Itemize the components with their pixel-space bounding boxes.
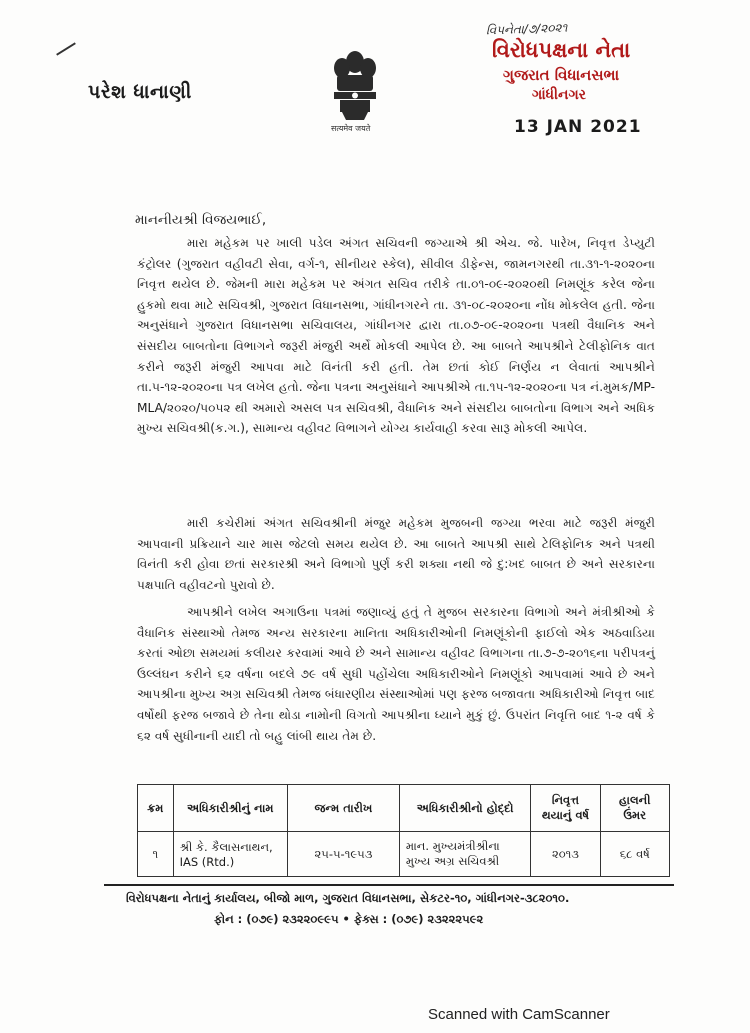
- salutation: માનનીયશ્રી વિજયભાઈ,: [135, 212, 267, 228]
- leader-name: પરેશ ધાનાણી: [88, 81, 192, 103]
- scanner-watermark: Scanned with CamScanner: [428, 1006, 610, 1023]
- letterhead-title: વિરોધપક્ષના નેતા: [492, 38, 631, 62]
- date-stamp: 13 JAN 2021: [514, 117, 642, 137]
- letterhead-city: ગાંધીનગર: [532, 87, 586, 103]
- reference-number: વિપનેતા/૭/૨૦૨૧: [485, 20, 568, 38]
- footer-divider: [104, 884, 674, 886]
- state-emblem-icon: [320, 42, 390, 134]
- footer-address: વિરોધપક્ષના નેતાનું કાર્યાલય, બીજો માળ, ગુજરાત વિધાનસભા, સેકટર-૧૦, ગાંધીનગર-૩૮૨૦૧૦.: [126, 891, 570, 905]
- paragraph-1: મારા મહેકમ પર ખાલી પડેલ અંગત સચિવની જગ્યાએ શ્રી એચ. જે. પારેખ, નિવૃત્ત ડેપ્યુટી કંટ્રોલર (ગુજરાત વહીવટી સેવા, વર્ગ-૧, સીનીયર સ્કેલ), સીવીલ ડીફેન્સ, જામનગરથી તા.૩૧-૧-૨૦૨૦ના નિવૃત્ત થયેલ છે. જેમની મારા મહેકમ પર અંગત સચિવ તરીકે તા.૦૧-૦૯-૨૦૨૦થી નિમણૂંક કરેલ જેના હુકમો થવા માટે સચિવશ્રી, ગુજરાત વિધાનસભા, ગાંધીનગરને તા. ૩૧-૦૮-૨૦૨૦ના નોંધ મોકલેલ હતી. જેના અનુસંધાને ગુજરાત વિધાનસભા સચિવાલય, ગાંધીનગર દ્વારા તા.૦૭-૦૯-૨૦૨૦ના પત્રથી વૈધાનિક અને સંસદીય બાબતોના વિભાગને જરૂરી મંજુરી અર્થે મોકલી આપેલ છે. આ બાબતે આપશ્રીને ટેલીફોનિક વાત કરીને જરૂરી મંજુરી આપવા માટે વિનંતી કરી હતી. તેમ છતાં કોઈ નિર્ણય ન લેવાતાં આપશ્રીને તા.૫-૧૨-૨૦૨૦ના પત્ર લખેલ હતો. જેના પત્રના અનુસંધાને આપશ્રીએ તા.૧૫-૧૨-૨૦૨૦ના પત્ર નં.મુમક/MP-MLA/૨૦૨૦/૫૦૫૨ થી અમારો અસલ પત્ર સચિવશ્રી, વૈધાનિક અને સંસદીય બાબતોના વિભાગ અને અધિક મુખ્ય સચિવશ્રી(ક.ગ.), સામાન્ય વહીવટ વિભાગને યોગ્ય કાર્યવાહી કરવા સારૂ મોકલી આપેલ.: [137, 236, 655, 436]
- footer-contact: ફોન : (૦૭૯) ૨૩૨૨૦૯૯૫ • ફેક્સ : (૦૭૯) ૨૩૨૨૨૫૯૨: [214, 912, 484, 926]
- header-designation: અધિકારીશ્રીનો હોદ્દો: [399, 785, 531, 832]
- cell-dob: ૨૫-૫-૧૯૫૩: [288, 832, 400, 877]
- letterhead-subtitle: ગુજરાત વિધાનસભા: [503, 66, 620, 84]
- paragraph-2: મારી કચેરીમાં અંગત સચિવશ્રીની મંજુર મહેકમ મુજબની જગ્યા ભરવા માટે જરૂરી મંજુરી આપવાની પ્રક્રિયાને ચાર માસ જેટલો સમય થયેલ છે. આ બાબતે આપશ્રી સાથે ટેલિફોનિક અને પત્રથી વિનંતી કરી હોવા છતાં સરકારશ્રી અને વિભાગો પુર્ણ કરી શક્યા નથી જે દુ:ખદ બાબત છે અને સરકારના પક્ષપાતિ વહીવટનો પુરાવો છે.: [137, 516, 655, 592]
- cell-designation: માન. મુખ્યમંત્રીશ્રીના મુખ્ય અગ્ર સચિવશ્રી: [399, 832, 531, 877]
- pen-mark: [56, 42, 76, 55]
- header-name: અધિકારીશ્રીનું નામ: [173, 785, 287, 832]
- cell-current-age: ૬૮ વર્ષ: [600, 832, 670, 877]
- officers-table: [137, 784, 670, 877]
- table-header-row: [138, 785, 670, 832]
- header-sr: ક્રમ: [138, 785, 174, 832]
- header-retired-year: નિવૃત્ત થયાનું વર્ષ: [531, 785, 600, 832]
- cell-name: શ્રી કે. કૈલાસનાથન, IAS (Rtd.): [173, 832, 287, 877]
- paragraph-3: આપશ્રીને લખેલ અગાઉના પત્રમાં જણાવ્યું હતું તે મુજબ સરકારના વિભાગો અને મંત્રીશ્રીઓ કે વૈધાનિક સંસ્થાઓ તેમજ અન્ય સરકારના માનિતા અધિકારીઓની નિમણૂંકોની ફાઈલો એક અઠવાડિયા કરતાં ઓછા સમયમાં કલીયર કરવામાં આવે છે અને સામાન્ય વહીવટ વિભાગના તા.૭-૭-૨૦૧૬ના પરીપત્રનું ઉલ્લંઘન કરીને ૬૨ વર્ષના બદલે ૭૯ વર્ષ સુધી પહોંચેલા અધિકારીઓને નિમણૂંકો આપવામાં આવે છે અને આપશ્રીના મુખ્ય અગ્ર સચિવશ્રી તેમજ બંધારણીય સંસ્થાઓમાં પણ ફરજ બજાવતા અધિકારીઓ નિવૃત્ત બાદ વર્ષોથી ફરજ બજાવે છે તેના થોડા નામોની વિગતો આપશ્રીના ધ્યાને મુકું છું. ઉપરાંત નિવૃત્તિ બાદ ૧-૨ વર્ષ કે ૬૨ વર્ષ સુધીનાની યાદી તો બહુ લાંબી થાય તેમ છે.: [137, 605, 655, 743]
- header-current-age: હાલની ઉંમર: [600, 785, 670, 832]
- emblem-motto: सत्यमेव जयते: [331, 124, 371, 133]
- table-row: [138, 832, 670, 877]
- cell-retired-year: ૨૦૧૩: [531, 832, 600, 877]
- cell-sr: ૧: [138, 832, 174, 877]
- header-dob: જન્મ તારીખ: [288, 785, 400, 832]
